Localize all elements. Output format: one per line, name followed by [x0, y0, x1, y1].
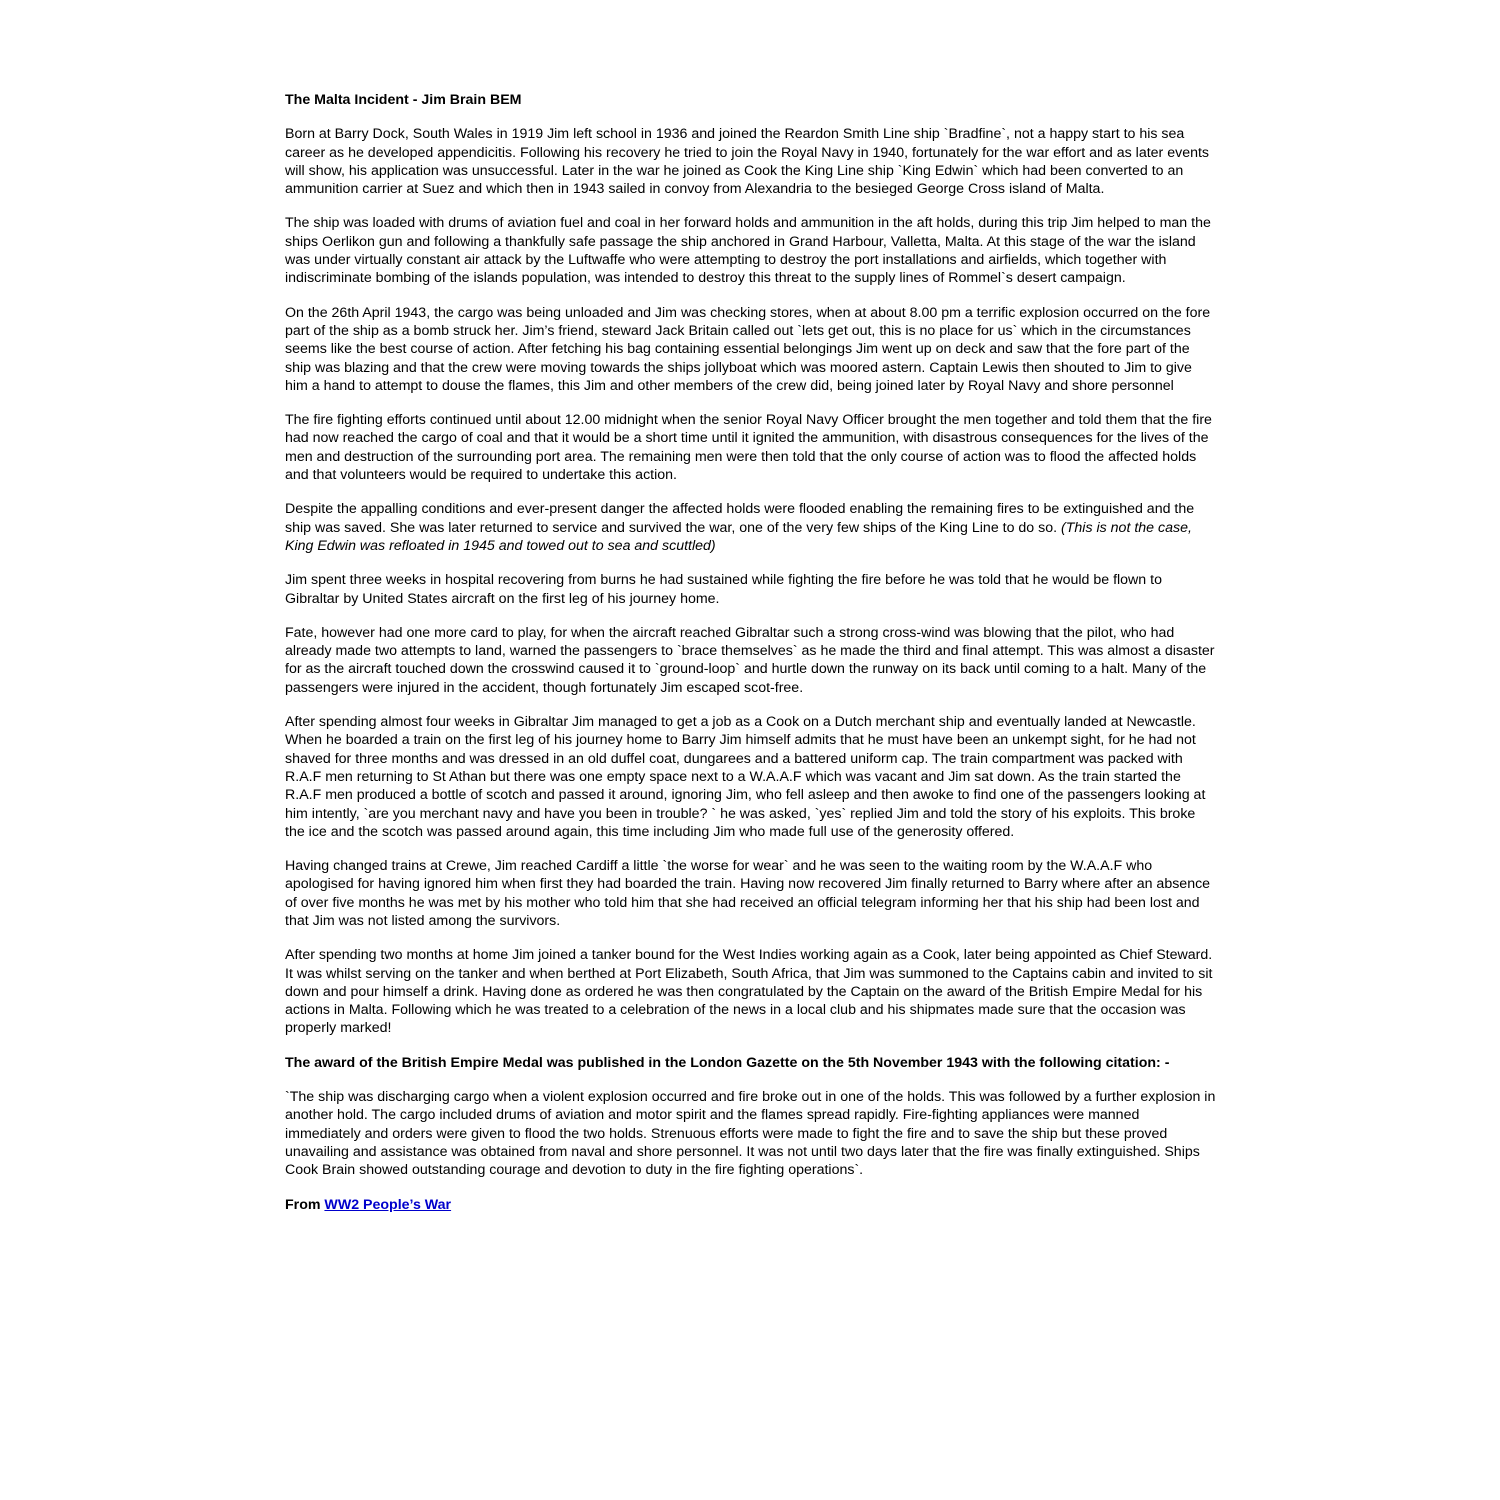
- citation-text: `The ship was discharging cargo when a violent explosion occurred and fire broke out in one of the holds. This was followed by a further explosion in another hold. The cargo included drums of aviation and motor spirit and the flames spread rapidly. Fire-fighting appliances were manned immediately and orders were given to flood the two holds. Strenuous efforts were made to fight the fire and to save the ship but these proved unavailing and assistance was obtained from naval and shore personnel. It was not until two days later that the fire was finally extinguished. Ships Cook Brain showed outstanding courage and devotion to duty in the fire fighting operations`.: [285, 1089, 1216, 1179]
- paragraph-return-home: Having changed trains at Crewe, Jim reached Cardiff a little `the worse for wear` and he was seen to the waiting room by the W.A.A.F who apologised for having ignored him when first they had boarded the train. Having now recovered Jim finally returned to Barry where after an absence of over five months he was met by his mother who told him that she had received an official telegram informing her that his ship had been lost and that Jim was not listed among the survivors.: [285, 858, 1211, 929]
- paragraph-early-life: Born at Barry Dock, South Wales in 1919 Jim left school in 1936 and joined the Reardon Smith Line ship `Bradfine`, not a happy start to his sea career as he developed appendicitis. Following his recovery he tried to join the Royal Navy in 1940, fortunately for the war effort and as later events will show, his application was unsuccessful. Later in the war he joined as Cook the King Line ship `King Edwin` which had been converted to an ammunition carrier at Suez and which then in 1943 sailed in convoy from Alexandria to the besieged George Cross island of Malta.: [285, 126, 1210, 198]
- source-prefix: From: [285, 1196, 325, 1213]
- paragraph-ship-cargo: The ship was loaded with drums of aviation fuel and coal in her forward holds and ammunition in the aft holds, during this trip Jim helped to man the ships Oerlikon gun and following a thankfully safe passage the ship anchored in Grand Harbour, Valletta, Malta. At this stage of the war the island was under virtually constant air attack by the Luftwaffe who were attempting to destroy the port installations and airfields, which together with indiscriminate bombing of the islands population, was intended to destroy this threat to the supply lines of Rommel`s desert campaign.: [285, 215, 1211, 287]
- paragraph-train-journey: After spending almost four weeks in Gibraltar Jim managed to get a job as a Cook on a Dutch merchant ship and eventually landed at Newcastle. When he boarded a train on the first leg of his journey home to Barry Jim himself admits that he must have been an unkempt sight, for he had not shaved for three months and was dressed in an old duffel coat, dungarees and a battered uniform cap. The train compartment was packed with R.A.F men returning to St Athan but there was one empty space next to a W.A.A.F which was vacant and Jim sat down. As the train started the R.A.F men produced a bottle of scotch and passed it around, ignoring Jim, who fell asleep and then awoke to find one of the passengers looking at him intently, `are you merchant navy and have you been in trouble? ` he was asked, `yes` replied Jim and told the story of his exploits. This broke the ice and the scotch was passed around again, this time including Jim who made full use of the generosity offered.: [285, 714, 1206, 840]
- paragraph-ship-saved-text: Despite the appalling conditions and ever-present danger the affected holds were flooded enabling the remaining fires to be extinguished and the ship was saved. She was later returned to service and survived the war, one of the very few ships of the King Line to do so.: [285, 501, 1195, 536]
- source-line: [285, 1196, 1217, 1214]
- source-link[interactable]: WW2 People’s War: [324, 1196, 452, 1213]
- award-heading: The award of the British Empire Medal was published in the London Gazette on the 5th November 1943 with the following citation: -: [285, 1054, 1170, 1071]
- paragraph-ship-saved: [285, 500, 1217, 555]
- paragraph-fire-fighting: The fire fighting efforts continued until about 12.00 midnight when the senior Royal Navy Officer brought the men together and told them that the fire had now reached the cargo of coal and that it would be a short time until it ignited the ammunition, with disastrous consequences for the lives of the men and destruction of the surrounding port area. The remaining men were then told that the only course of action was to flood the affected holds and that volunteers would be required to undertake this action.: [285, 412, 1212, 484]
- paragraph-explosion: On the 26th April 1943, the cargo was being unloaded and Jim was checking stores, when at about 8.00 pm a terrific explosion occurred on the fore part of the ship as a bomb struck her. Jim’s friend, steward Jack Britain called out `lets get out, this is no place for us` which in the circumstances seems like the best course of action. After fetching his bag containing essential belongings Jim went up on deck and saw that the fore part of the ship was blazing and that the crew were moving towards the ships jollyboat which was moored astern. Captain Lewis then shouted to Jim to give him a hand to attempt to douse the flames, this Jim and other members of the crew did, being joined later by Royal Navy and shore personnel: [285, 304, 1211, 394]
- paragraph-gibraltar-landing: Fate, however had one more card to play, for when the aircraft reached Gibraltar such a strong cross-wind was blowing that the pilot, who had already made two attempts to land, warned the passengers to `brace themselves` as he made the third and final attempt. This was almost a disaster for as the aircraft touched down the crosswind caused it to `ground-loop` and hurtle down the runway on its back until coming to a halt. Many of the passengers were injured in the accident, though fortunately Jim escaped scot-free.: [285, 624, 1215, 696]
- document-page: [285, 91, 1217, 1230]
- paragraph-medal-news: After spending two months at home Jim joined a tanker bound for the West Indies working again as a Cook, later being appointed as Chief Steward. It was whilst serving on the tanker and when berthed at Port Elizabeth, South Africa, that Jim was summoned to the Captains cabin and invited to sit down and pour himself a drink. Having done as ordered he was then congratulated by the Captain on the award of the British Empire Medal for his actions in Malta. Following which he was treated to a celebration of the news in a local club and his shipmates made sure that the occasion was properly marked!: [285, 947, 1213, 1037]
- paragraph-hospital: Jim spent three weeks in hospital recovering from burns he had sustained while fighting the fire before he was told that he would be flown to Gibraltar by United States aircraft on the first leg of his journey home.: [285, 572, 1162, 607]
- document-title: The Malta Incident - Jim Brain BEM: [285, 92, 522, 108]
- editorial-note: (This is not the case, King Edwin was refloated in 1945 and towed out to sea and scuttled): [285, 519, 1192, 554]
